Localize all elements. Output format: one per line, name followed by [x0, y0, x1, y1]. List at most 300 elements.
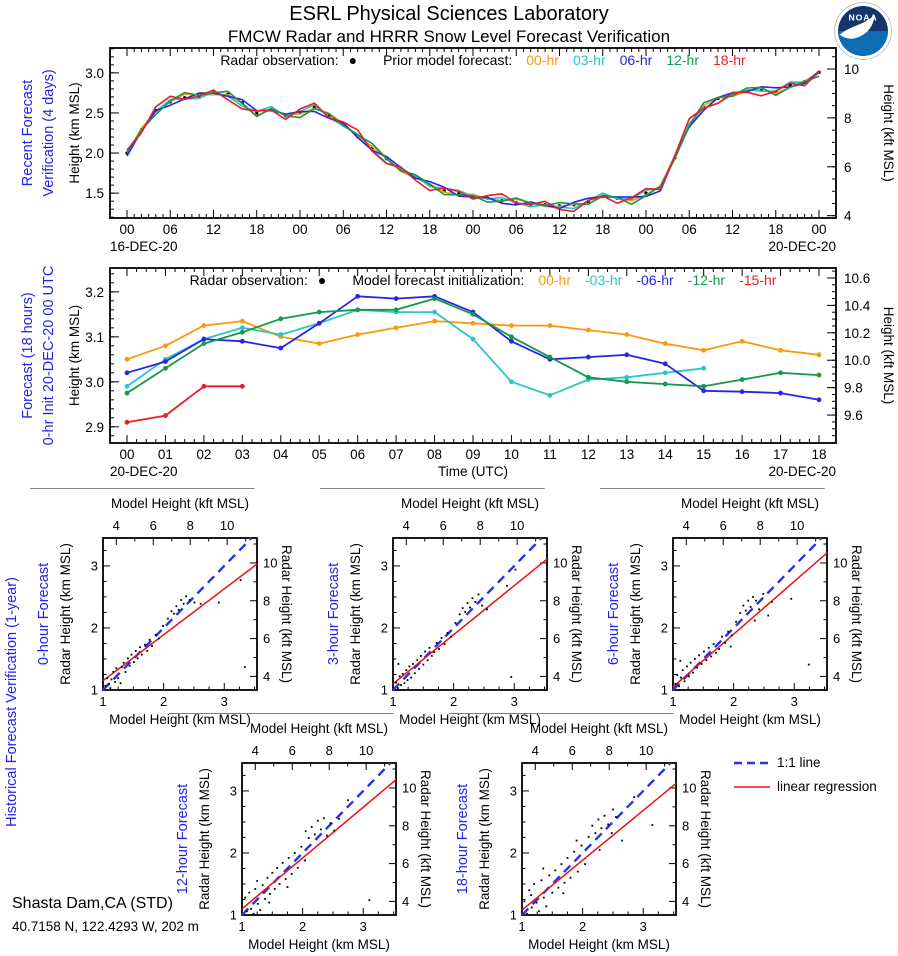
marker-dot: [240, 339, 245, 344]
marker-dot: [125, 370, 130, 375]
top-axis-title: Model Height (kft MSL): [680, 496, 820, 511]
recent-forecast-verification-chart: [0, 42, 898, 258]
tick-label: 3: [220, 694, 228, 709]
data-point: [730, 646, 732, 648]
marker-dot: [624, 332, 629, 337]
left-axis-title: Height (km MSL): [67, 82, 82, 184]
tick-label: 1: [99, 694, 107, 709]
data-point: [696, 667, 698, 669]
marker-dot: [355, 294, 360, 299]
tick-label: 4: [682, 518, 690, 533]
data-point: [486, 608, 488, 610]
tick-label: 01: [157, 447, 173, 462]
data-point: [287, 886, 289, 888]
data-point: [311, 826, 313, 828]
data-point: [395, 682, 397, 684]
tick-label: 3.1: [85, 329, 104, 345]
data-point: [282, 862, 284, 864]
marker-dot: [778, 391, 783, 396]
data-point: [414, 672, 416, 674]
data-point: [404, 682, 406, 684]
data-point: [536, 902, 538, 904]
marker-dot: [778, 348, 783, 353]
tick-label: 00: [638, 222, 654, 237]
panel-label: Forecast (18 hours): [20, 292, 36, 419]
x-end-date: 20-DEC-20: [768, 464, 836, 479]
tick-label: 3: [639, 919, 647, 934]
marker-dot: [355, 307, 360, 312]
data-point: [545, 905, 547, 907]
data-point: [200, 603, 202, 605]
marker-dot: [125, 420, 130, 425]
marker-dot: [201, 341, 206, 346]
tick-label: 6: [439, 518, 447, 533]
tick-label: 2.0: [85, 146, 104, 162]
tick-label: 12: [551, 222, 568, 237]
tick-label: 06: [508, 222, 524, 237]
marker-dot: [547, 323, 552, 328]
data-point: [739, 612, 741, 614]
data-point: [462, 607, 464, 609]
marker-dot: [817, 397, 822, 402]
x-axis-title: Time (UTC): [438, 464, 508, 479]
data-point: [244, 666, 246, 668]
tick-label: 8: [756, 518, 764, 533]
marker-dot: [509, 339, 514, 344]
tick-label: 06: [681, 222, 697, 237]
scatter-panel: [320, 488, 584, 727]
marker-dot: [432, 310, 437, 315]
tick-label: 1: [509, 907, 517, 923]
data-point: [541, 879, 543, 881]
tick-label: 3: [359, 919, 367, 934]
marker-dot: [471, 312, 476, 317]
data-point: [680, 677, 682, 679]
data-point: [326, 835, 328, 837]
data-point: [139, 646, 141, 648]
data-point: [531, 907, 533, 909]
timeseries-panel: [20, 48, 896, 254]
forecast-hour-label: 6-hour Forecast: [606, 562, 622, 666]
tick-label: 00: [119, 222, 135, 237]
data-point: [692, 672, 694, 674]
data-point: [678, 685, 680, 687]
historical-section-label: [0, 490, 30, 930]
tick-label: 3: [510, 694, 518, 709]
data-point: [570, 877, 572, 879]
data-point: [271, 872, 273, 874]
data-point: [567, 857, 569, 859]
data-point: [422, 664, 424, 666]
regression-line: [522, 783, 676, 910]
data-point: [735, 621, 737, 623]
tick-label: 8: [682, 818, 690, 834]
data-point: [297, 867, 299, 869]
tick-label: 2: [229, 845, 237, 861]
data-point: [581, 845, 583, 847]
data-point: [538, 910, 540, 912]
panel-legend: Radar observation: ● Model forecast initialization: 00-hr -03-hr -06-hr -12-hr -15-hr: [189, 272, 777, 288]
marker-dot: [663, 370, 668, 375]
plot-frame: [110, 48, 836, 218]
data-point: [562, 892, 564, 894]
tick-label: 00: [811, 222, 827, 237]
forecast-hour-label: 12-hour Forecast: [175, 783, 191, 895]
data-point: [338, 818, 340, 820]
tick-label: 03: [234, 447, 250, 462]
tick-label: 3: [90, 558, 98, 574]
bottom-axis-title: Model Height (km MSL): [399, 712, 541, 727]
left-axis-title: Radar Height (km MSL): [348, 543, 363, 685]
tick-label: 6: [844, 159, 852, 175]
tick-label: 10: [638, 743, 654, 758]
data-point: [420, 655, 422, 657]
regression-line: [393, 559, 547, 684]
marker-dot: [163, 366, 168, 371]
data-point: [189, 599, 191, 601]
marker-dot: [547, 355, 552, 360]
data-point: [447, 632, 449, 634]
data-point: [808, 664, 810, 666]
noaa-logo-text: NOAA: [848, 12, 878, 23]
tick-label: 6: [553, 631, 561, 647]
marker-dot: [663, 361, 668, 366]
data-point: [398, 663, 400, 665]
data-point: [129, 665, 131, 667]
data-point: [141, 654, 143, 656]
tick-label: 10.6: [844, 270, 871, 286]
tick-label: 4: [531, 743, 539, 758]
tick-label: 6: [288, 743, 296, 758]
data-point: [682, 669, 684, 671]
marker-dot: [240, 384, 245, 389]
marker-dot: [509, 379, 514, 384]
marker-dot: [701, 388, 706, 393]
radar-observation-dots: [125, 71, 820, 208]
data-point: [510, 676, 512, 678]
data-point: [551, 892, 553, 894]
tick-label: 3: [790, 694, 798, 709]
left-axis-title: Radar Height (km MSL): [197, 768, 212, 910]
tick-label: 00: [292, 222, 308, 237]
data-point: [240, 579, 242, 581]
data-point: [410, 677, 412, 679]
tick-label: 4: [553, 668, 561, 684]
data-point: [194, 602, 196, 604]
data-point: [123, 662, 125, 664]
data-point: [701, 663, 703, 665]
right-axis-title: Radar Height (kft MSL): [418, 769, 433, 909]
tick-label: 1: [660, 682, 668, 698]
data-point: [705, 659, 707, 661]
bottom-axis-title: Model Height (km MSL): [679, 712, 821, 727]
data-point: [481, 605, 483, 607]
data-point: [676, 674, 678, 676]
data-point: [418, 668, 420, 670]
data-point: [703, 651, 705, 653]
tick-label: 1: [90, 682, 98, 698]
tick-label: 4: [682, 893, 690, 909]
marker-dot: [817, 373, 822, 378]
forecast-hour-label: 18-hour Forecast: [455, 783, 471, 895]
tick-label: 2: [509, 845, 517, 861]
tick-label: 00: [465, 222, 481, 237]
data-point: [747, 600, 749, 602]
data-point: [347, 799, 349, 801]
left-axis-title: Height (km MSL): [67, 304, 82, 407]
tick-label: 14: [657, 447, 673, 462]
one-to-one-label: 1:1 line: [777, 755, 821, 770]
tick-label: 6: [833, 631, 841, 647]
marker-dot: [125, 357, 130, 362]
tick-label: 18: [811, 447, 827, 462]
data-point: [173, 613, 175, 615]
data-point: [424, 651, 426, 653]
data-point: [467, 602, 469, 604]
data-point: [651, 824, 653, 826]
tick-label: 05: [311, 447, 327, 462]
marker-dot: [586, 355, 591, 360]
tick-label: 08: [427, 447, 443, 462]
data-point: [114, 681, 116, 683]
tick-label: 1: [518, 919, 526, 934]
data-point: [288, 857, 290, 859]
marker-dot: [509, 323, 514, 328]
tick-label: 8: [844, 110, 852, 126]
data-point: [727, 631, 729, 633]
marker-dot: [278, 346, 283, 351]
data-point: [180, 599, 182, 601]
data-point: [710, 656, 712, 658]
page-title: ESRL Physical Sciences Laboratory: [289, 3, 609, 25]
marker-dot: [240, 330, 245, 335]
data-point: [117, 677, 119, 679]
data-point: [771, 601, 773, 603]
data-point: [244, 897, 246, 899]
data-point: [155, 634, 157, 636]
right-axis-title: Radar Height (kft MSL): [849, 544, 864, 684]
data-point: [167, 618, 169, 620]
marker-dot: [432, 296, 437, 301]
data-point: [464, 611, 466, 613]
data-point: [588, 836, 590, 838]
data-point: [151, 645, 153, 647]
data-point: [144, 644, 146, 646]
data-point: [218, 602, 220, 604]
tick-label: 4: [844, 208, 852, 224]
scatter-panel: [30, 488, 294, 727]
tick-label: 8: [553, 593, 561, 609]
data-point: [137, 657, 139, 659]
marker-dot: [701, 366, 706, 371]
marker-dot: [163, 343, 168, 348]
marker-dot: [817, 352, 822, 357]
tick-label: 2: [579, 919, 587, 934]
data-point: [112, 671, 114, 673]
data-point: [276, 867, 278, 869]
right-axis-title: Radar Height (kft MSL): [279, 544, 294, 684]
right-axis-title: Height (kft MSL): [881, 84, 896, 182]
data-point: [257, 903, 259, 905]
18-hour-forecast-chart: [0, 258, 898, 488]
regression-line: [673, 553, 827, 687]
plot-frame: [110, 268, 836, 443]
marker-dot: [125, 391, 130, 396]
marker-dot: [125, 384, 130, 389]
tick-label: 10: [402, 780, 417, 796]
series-line-06-hr: [127, 71, 819, 208]
tick-label: 4: [402, 518, 410, 533]
data-point: [427, 659, 429, 661]
data-point: [397, 687, 399, 689]
tick-label: 2.9: [85, 419, 104, 435]
series-line--03-hr: [127, 310, 704, 396]
data-point: [111, 679, 113, 681]
tick-label: 10: [844, 62, 860, 78]
data-point: [607, 824, 609, 826]
tick-label: 4: [112, 518, 120, 533]
scatter-points: [105, 579, 246, 689]
tick-label: 4: [833, 668, 841, 684]
left-axis-title: Radar Height (km MSL): [58, 543, 73, 685]
top-axis-title: Model Height (kft MSL): [400, 496, 540, 511]
panel-label: Recent Forecast: [20, 79, 36, 187]
data-point: [459, 613, 461, 615]
forecast-hour-label: 3-hour Forecast: [326, 562, 342, 666]
tick-label: 10: [503, 447, 519, 462]
marker-dot: [278, 316, 283, 321]
data-point: [131, 654, 133, 656]
tick-label: 8: [186, 518, 194, 533]
marker-dot: [740, 389, 745, 394]
data-point: [433, 651, 435, 653]
tick-label: 10.2: [844, 325, 871, 341]
data-point: [524, 900, 526, 902]
x-start-date: 16-DEC-20: [110, 239, 178, 254]
data-point: [254, 888, 256, 890]
tick-label: 12: [378, 222, 395, 237]
data-point: [621, 840, 623, 842]
data-point: [472, 597, 474, 599]
right-axis-title: Radar Height (kft MSL): [569, 544, 584, 684]
tick-label: 2: [730, 694, 738, 709]
panel-label: Verification (4 days): [41, 69, 57, 197]
tick-label: 2: [90, 620, 98, 636]
panel-label: 0-hr Init 20-DEC-20 00 UTC: [41, 265, 57, 446]
data-point: [612, 809, 614, 811]
data-point: [633, 796, 635, 798]
data-point: [256, 880, 258, 882]
tick-label: 1: [380, 682, 388, 698]
tick-label: 10: [682, 780, 697, 796]
tick-label: 1: [229, 907, 237, 923]
tick-label: 16: [734, 447, 750, 462]
data-point: [690, 662, 692, 664]
forecast-hour-label: 0-hour Forecast: [36, 562, 52, 666]
data-point: [754, 620, 756, 622]
data-point: [599, 849, 601, 851]
tick-label: 1.5: [85, 186, 104, 202]
data-point: [308, 837, 310, 839]
data-point: [108, 683, 110, 685]
data-point: [304, 860, 306, 862]
tick-label: 8: [605, 743, 613, 758]
tick-label: 3.0: [85, 65, 104, 81]
data-point: [183, 603, 185, 605]
tick-label: 10: [509, 518, 525, 533]
tick-label: 18: [595, 222, 611, 237]
data-point: [246, 910, 248, 912]
tick-label: 8: [263, 593, 271, 609]
data-point: [162, 625, 164, 627]
marker-dot: [778, 370, 783, 375]
data-point: [594, 832, 596, 834]
data-point: [750, 606, 752, 608]
data-point: [713, 643, 715, 645]
marker-dot: [317, 310, 322, 315]
data-point: [745, 610, 747, 612]
data-point: [573, 851, 575, 853]
tick-label: 18: [768, 222, 784, 237]
data-point: [185, 595, 187, 597]
marker-dot: [394, 307, 399, 312]
page-subtitle: FMCW Radar and HRRR Snow Level Forecast Verification: [227, 27, 671, 46]
tick-label: 6: [719, 518, 727, 533]
station-name: Shasta Dam,CA (STD): [12, 895, 173, 912]
data-point: [314, 833, 316, 835]
marker-dot: [432, 319, 437, 324]
data-point: [698, 654, 700, 656]
data-point: [436, 642, 438, 644]
tick-label: 10: [358, 743, 374, 758]
data-point: [790, 598, 792, 600]
tick-label: 2: [450, 694, 458, 709]
data-point: [762, 593, 764, 595]
data-point: [455, 622, 457, 624]
data-point: [106, 677, 108, 679]
x-end-date: 20-DEC-20: [768, 239, 836, 254]
tick-label: 6: [402, 856, 410, 872]
data-point: [576, 840, 578, 842]
data-point: [584, 863, 586, 865]
tick-label: 18: [422, 222, 438, 237]
data-point: [543, 897, 545, 899]
marker-dot: [663, 382, 668, 387]
data-point: [259, 909, 261, 911]
data-point: [402, 673, 404, 675]
tick-label: 2: [299, 919, 307, 934]
data-point: [679, 660, 681, 662]
x-start-date: 20-DEC-20: [110, 464, 178, 479]
data-point: [611, 832, 613, 834]
tick-label: 1: [389, 694, 397, 709]
marker-dot: [663, 341, 668, 346]
tick-label: 8: [325, 743, 333, 758]
data-point: [135, 650, 137, 652]
one-to-one-line: [242, 763, 391, 915]
data-point: [416, 659, 418, 661]
data-point: [158, 638, 160, 640]
data-point: [601, 827, 603, 829]
data-point: [718, 648, 720, 650]
tick-label: 3: [509, 783, 517, 799]
panel-legend: Radar observation: ● Prior model forecast: 00-hr 03-hr 06-hr 12-hr 18-hr: [220, 52, 746, 68]
data-point: [120, 682, 122, 684]
data-point: [528, 889, 530, 891]
data-point: [248, 892, 250, 894]
series-line--15-hr: [127, 386, 242, 422]
data-point: [264, 898, 266, 900]
